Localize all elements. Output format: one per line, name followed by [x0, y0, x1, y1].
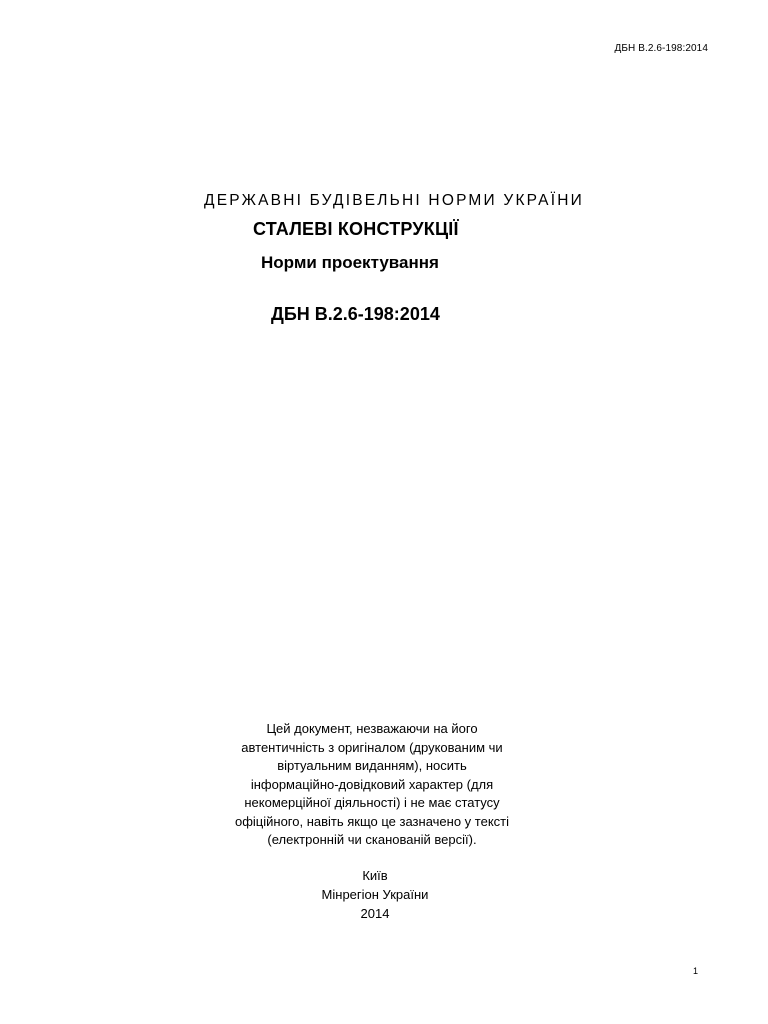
document-subtitle: Норми проектування [261, 253, 439, 272]
disclaimer-line: некомерційної діяльності) і не має статусу [244, 795, 500, 810]
imprint-city: Київ [362, 868, 388, 883]
disclaimer-line: віртуальним виданням), носить [277, 758, 467, 773]
imprint-block [0, 866, 750, 923]
document-title: СТАЛЕВІ КОНСТРУКЦІЇ [253, 219, 459, 239]
disclaimer-line: офіційного, навіть якщо це зазначено у тексті [234, 813, 509, 829]
disclaimer-line: інформаційно-довідковий характер (для [250, 776, 494, 792]
imprint-publisher: Мінрегіон України [321, 887, 429, 902]
running-header-code: ДБН В.2.6-198:2014 [614, 43, 708, 54]
disclaimer-line: (електронній чи сканованій версії). [267, 832, 477, 847]
disclaimer-block [0, 720, 744, 850]
imprint-year: 2014 [360, 906, 390, 921]
page-number: 1 [692, 966, 698, 976]
disclaimer-line: автентичність з оригіналом (друкованим чи [241, 739, 503, 755]
disclaimer-line: Цей документ, незважаючи на його [266, 721, 478, 736]
document-code: ДБН В.2.6-198:2014 [271, 304, 440, 324]
organization-title: ДЕРЖАВНІ БУДІВЕЛЬНІ НОРМИ УКРАЇНИ [204, 192, 584, 209]
